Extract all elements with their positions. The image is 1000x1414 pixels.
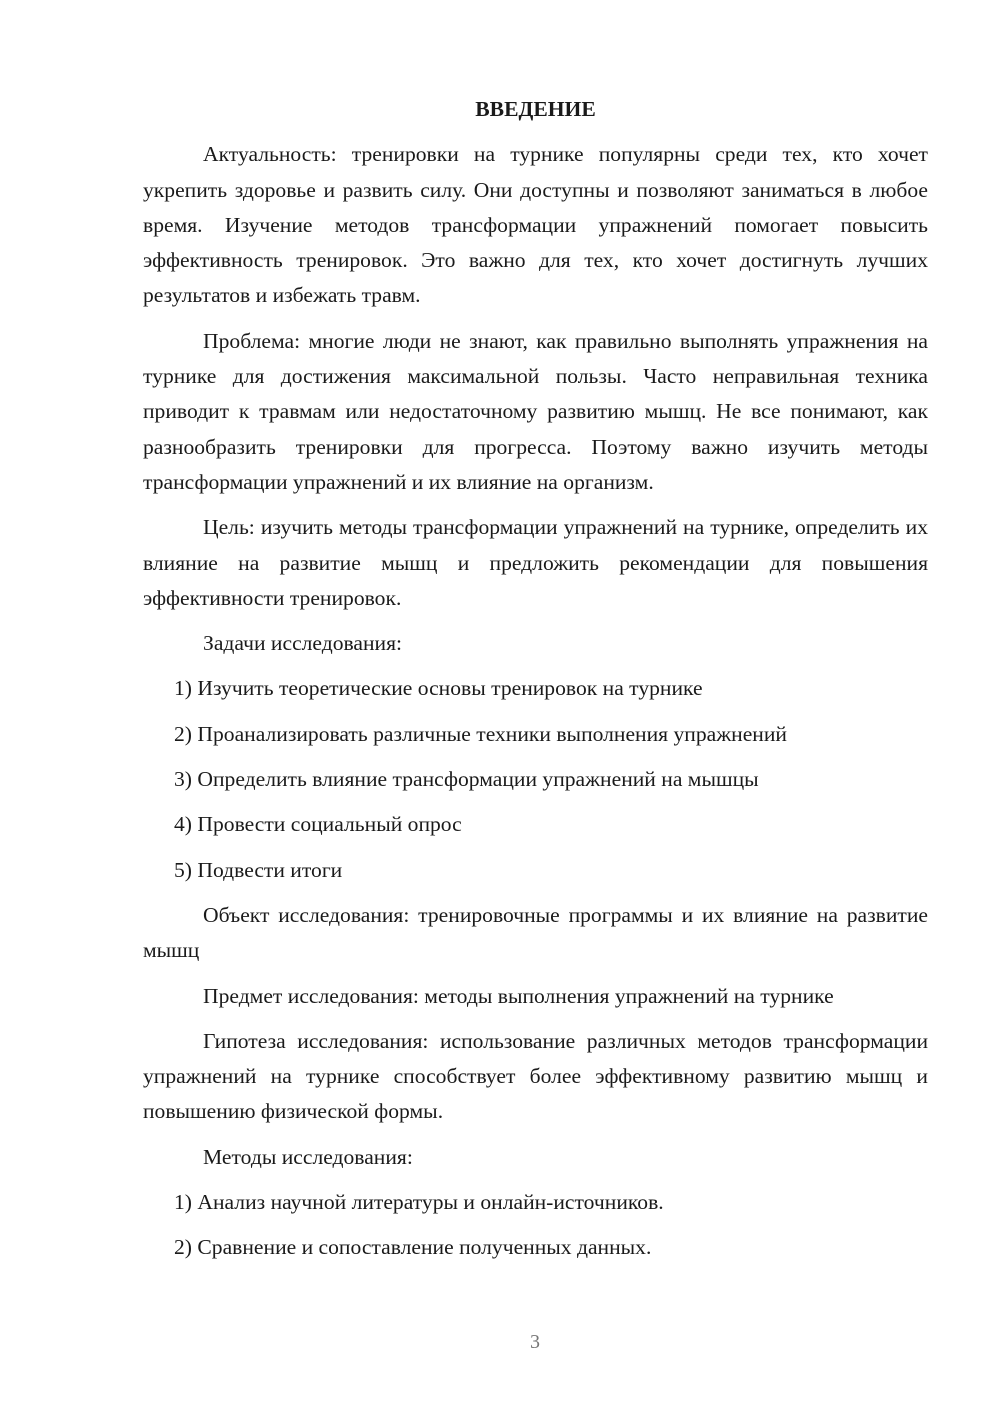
list-item: 2) Сравнение и сопоставление полученных данных.	[174, 1235, 652, 1260]
methods-heading: Методы исследования:	[203, 1144, 413, 1169]
tasks-list	[143, 671, 928, 887]
list-item: 3) Определить влияние трансформации упражнений на мышцы	[174, 767, 759, 792]
document-page	[143, 92, 928, 1276]
list-item: 1) Изучить теоретические основы тренировок на турнике	[174, 676, 703, 701]
section-title: ВВЕДЕНИЕ	[475, 97, 596, 121]
page-number: 3	[530, 1331, 540, 1353]
relevance-paragraph: Актуальность: тренировки на турнике популярны среди тех, кто хочет укрепить здоровье и развить силу. Они доступны и позволяют заниматься в любое время. Изучение методов трансформации упражнений помогает повысить эффективность тренировок. Это важно для тех, кто хочет достигнуть лучших результатов и избежать травм.	[143, 142, 928, 308]
list-item: 4) Провести социальный опрос	[174, 812, 462, 837]
goal-paragraph: Цель: изучить методы трансформации упражнений на турнике, определить их влияние на развитие мышц и предложить рекомендации для повышения эффективности тренировок.	[143, 515, 928, 610]
list-item: 2) Проанализировать различные техники выполнения упражнений	[174, 721, 787, 746]
problem-paragraph: Проблема: многие люди не знают, как правильно выполнять упражнения на турнике для достижения максимальной пользы. Часто неправильная техника приводит к травмам или недостаточному развитию мышц. Не все понимают, как разнообразить тренировки для прогресса. Поэтому важно изучить методы трансформации упражнений и их влияние на организм.	[143, 328, 928, 494]
methods-list	[143, 1185, 928, 1266]
subject-paragraph: Предмет исследования: методы выполнения упражнений на турнике	[203, 983, 834, 1008]
list-item: 5) Подвести итоги	[174, 857, 343, 882]
tasks-heading: Задачи исследования:	[203, 631, 403, 656]
hypothesis-paragraph: Гипотеза исследования: использование различных методов трансформации упражнений на турнике способствует более эффективному развитию мышц и повышению физической формы.	[143, 1028, 928, 1124]
list-item: 1) Анализ научной литературы и онлайн-источников.	[174, 1190, 664, 1215]
object-paragraph: Объект исследования: тренировочные программы и их влияние на развитие мышц	[143, 902, 928, 963]
